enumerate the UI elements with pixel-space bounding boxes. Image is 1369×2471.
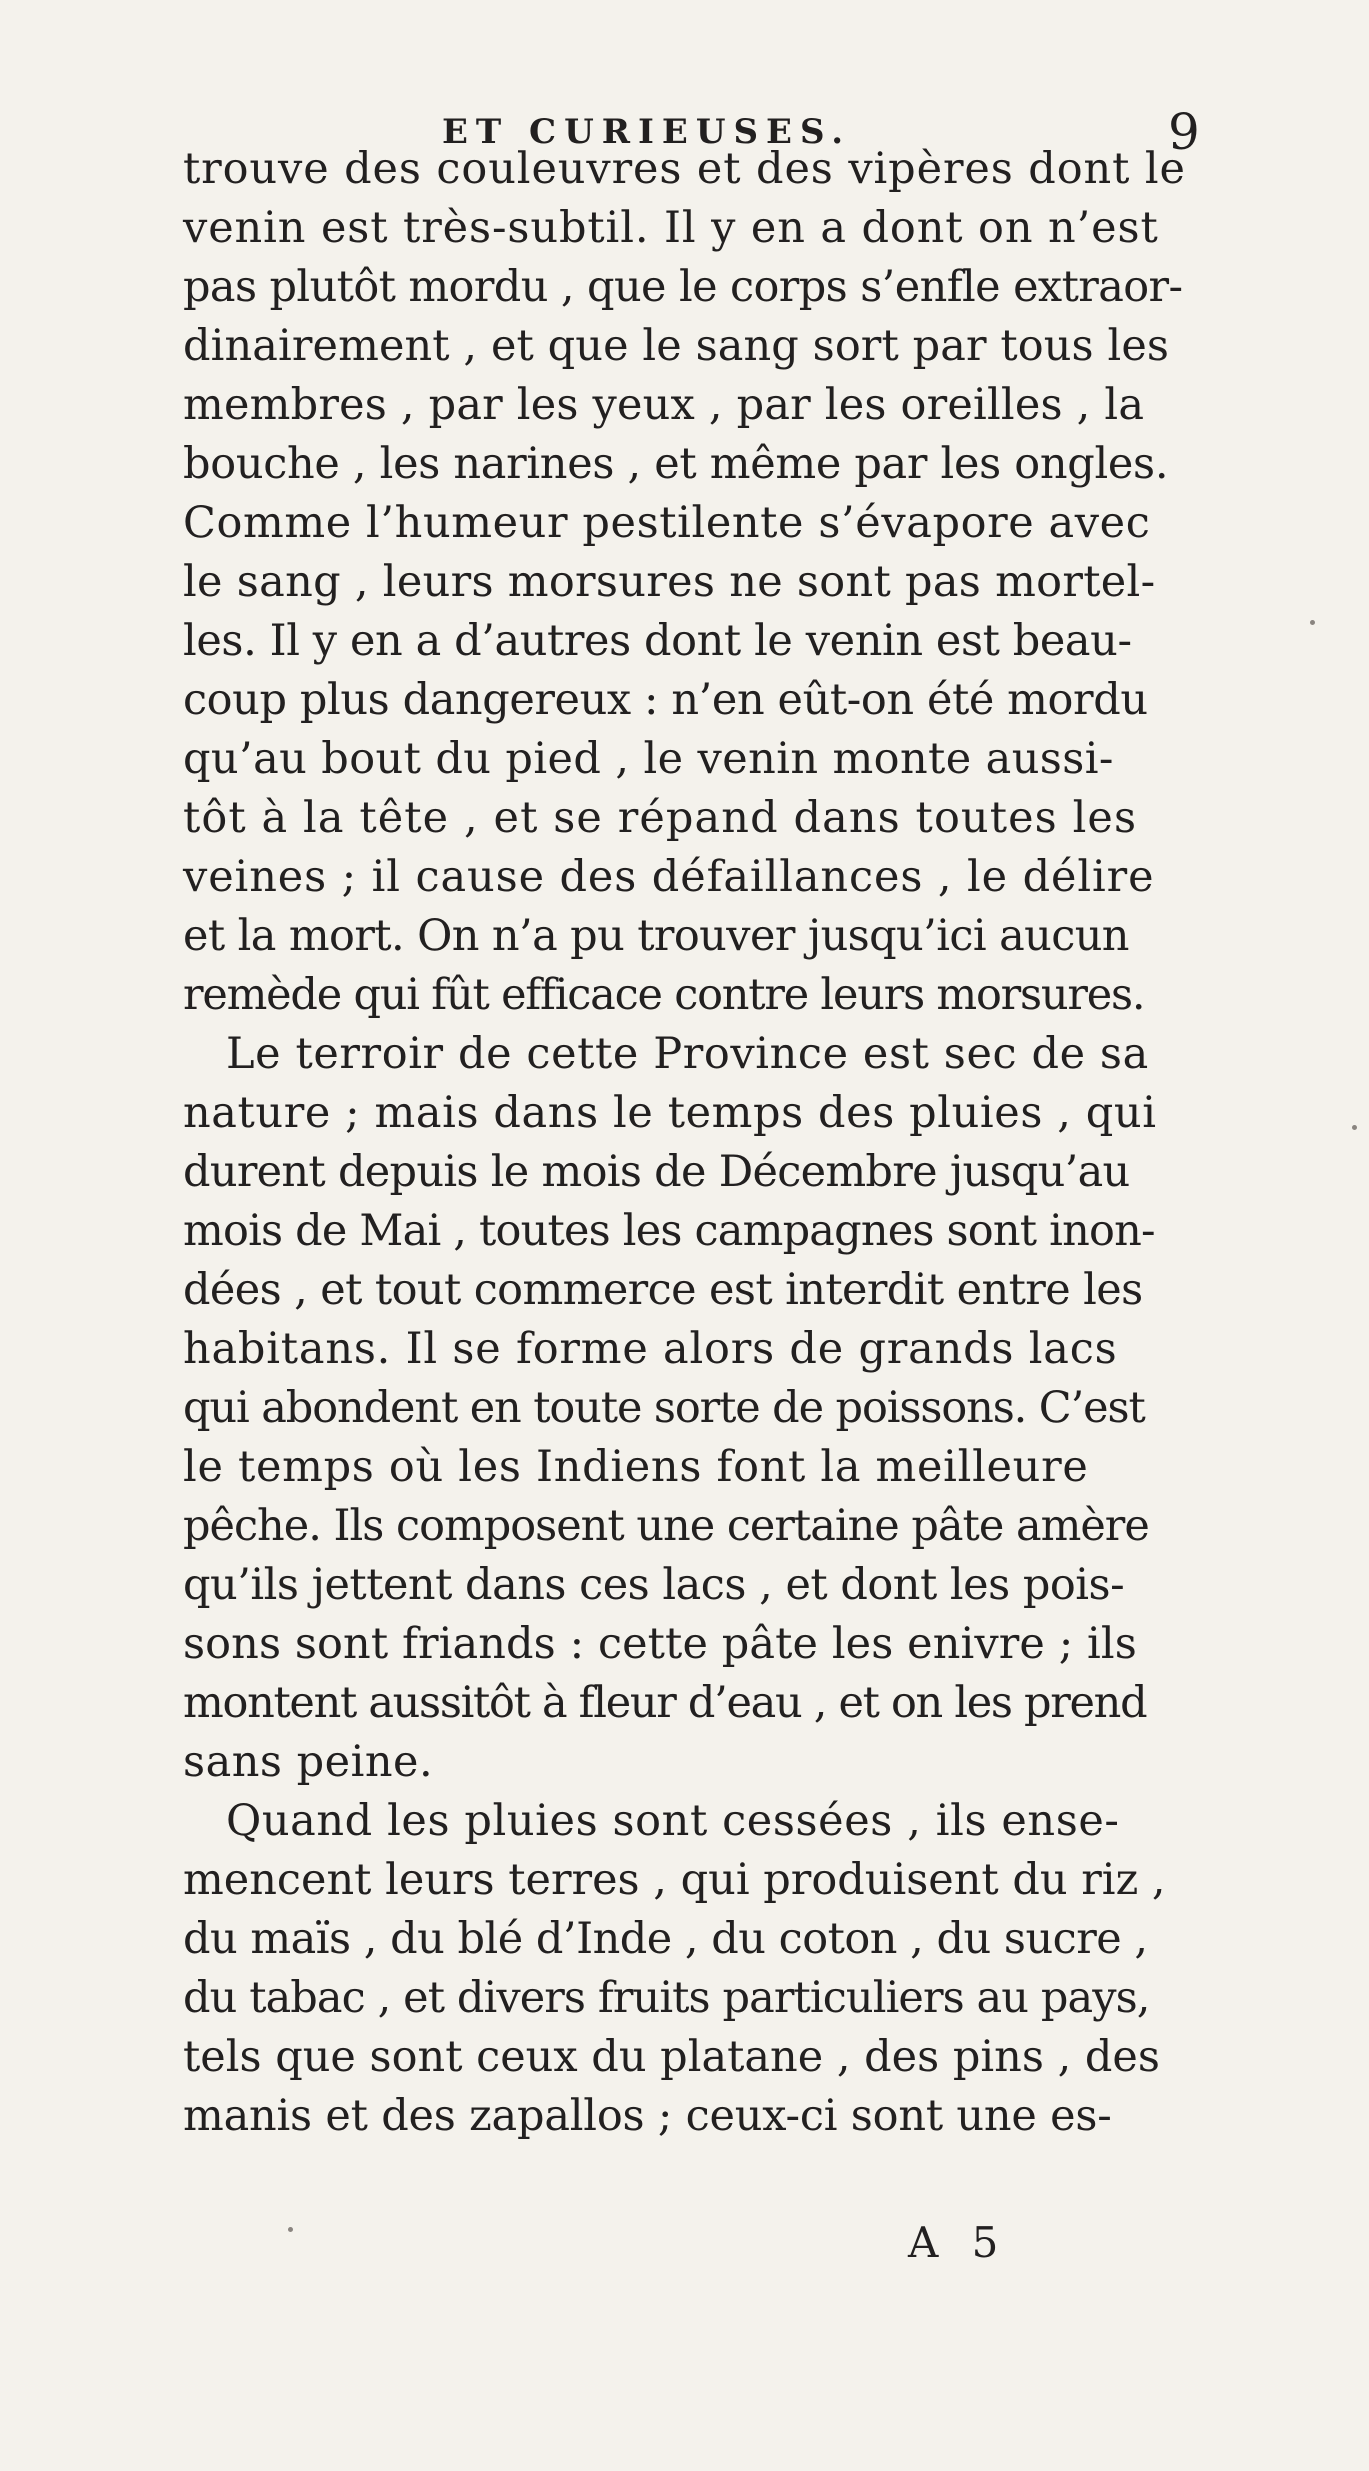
text-line: Quand les pluies sont cessées , ils ense- [226,1796,1120,1846]
text-line: mois de Mai , toutes les campagnes sont inon- [183,1206,1155,1256]
text-line: veines ; il cause des défaillances , le délire [183,852,1155,902]
text-line: montent aussitôt à fleur d’eau , et on les prend [183,1678,1147,1728]
text-line: durent depuis le mois de Décembre jusqu’au [183,1147,1130,1197]
text-line: du tabac , et divers fruits particuliers au pays, [183,1973,1150,2023]
text-line: tôt à la tête , et se répand dans toutes les [183,793,1138,843]
text-line: coup plus dangereux : n’en eût-on été mordu [183,675,1148,725]
text-line: Comme l’humeur pestilente s’évapore avec [183,498,1151,548]
text-line: dées , et tout commerce est interdit entre les [183,1265,1143,1315]
signature-mark: A 5 [908,2218,1009,2267]
text-line: qu’ils jettent dans ces lacs , et dont les pois- [183,1560,1125,1610]
text-line: tels que sont ceux du platane , des pins , des [183,2032,1160,2082]
text-line: le temps où les Indiens font la meilleure [183,1442,1089,1492]
text-line: sons sont friands : cette pâte les enivre ; ils [183,1619,1137,1669]
text-line: du maïs , du blé d’Inde , du coton , du sucre , [183,1914,1148,1964]
text-line: bouche , les narines , et même par les ongles. [183,439,1169,489]
text-line: mencent leurs terres , qui produisent du riz , [183,1855,1166,1905]
running-header: ET CURIEUSES. [442,112,852,152]
text-line: sans peine. [183,1737,434,1787]
text-line: Le terroir de cette Province est sec de sa [226,1029,1149,1079]
page-number: 9 [1168,103,1200,161]
text-line: dinairement , et que le sang sort par tous les [183,321,1170,371]
paper-speck [1352,1125,1357,1130]
text-line: et la mort. On n’a pu trouver jusqu’ici aucun [183,911,1129,961]
text-line: venin est très-subtil. Il y en a dont on n’est [183,203,1159,253]
text-line: trouve des couleuvres et des vipères dont le [183,144,1186,194]
text-line: nature ; mais dans le temps des pluies , qui [183,1088,1157,1138]
text-line: pas plutôt mordu , que le corps s’enfle extraor- [183,262,1183,312]
text-line: les. Il y en a d’autres dont le venin est beau- [183,616,1132,666]
text-line: remède qui fût efficace contre leurs morsures. [183,970,1145,1020]
paper-speck [1310,620,1315,625]
text-line: qui abondent en toute sorte de poissons. C’est [183,1383,1145,1433]
text-line: pêche. Ils composent une certaine pâte amère [183,1501,1149,1551]
text-line: manis et des zapallos ; ceux-ci sont une es- [183,2091,1112,2141]
text-line: membres , par les yeux , par les oreilles , la [183,380,1145,430]
text-line: le sang , leurs morsures ne sont pas mortel- [183,557,1156,607]
paper-speck [288,2227,293,2232]
text-line: qu’au bout du pied , le venin monte aussi- [183,734,1114,784]
text-line: habitans. Il se forme alors de grands lacs [183,1324,1118,1374]
